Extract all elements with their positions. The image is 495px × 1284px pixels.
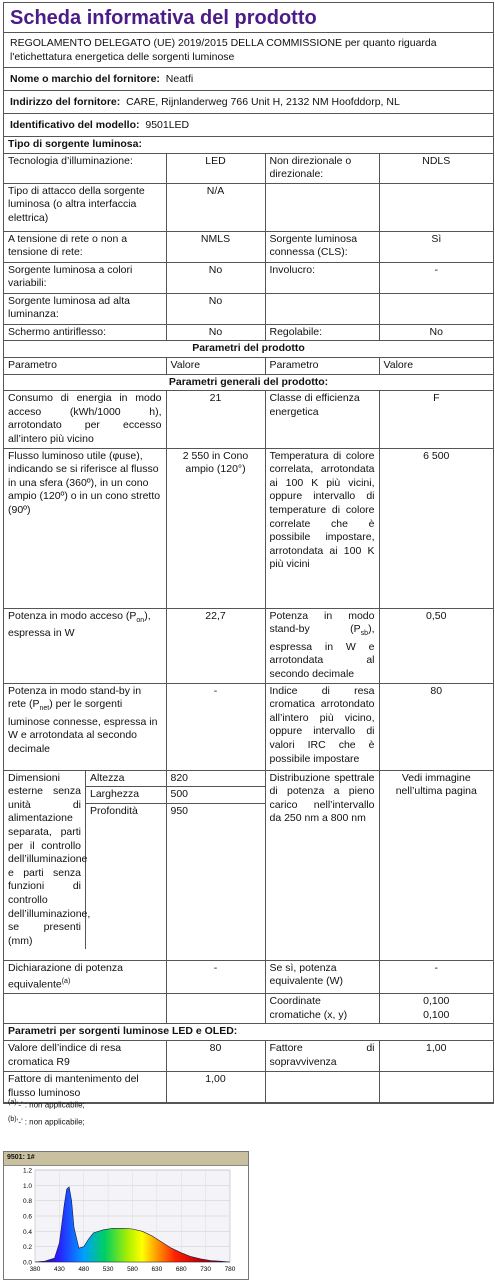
pnet-label-b: ) per le sorgenti luminose connesse, espressa in W e arrotondata al secondo decimale [8, 698, 158, 756]
glare-label: Schermo antiriflesso: [4, 324, 166, 341]
pnet-label-a: Potenza in modo stand-by in rete (P [8, 684, 142, 711]
params-heading: Parametri del prodotto [4, 341, 493, 358]
mains-value: NMLS [166, 231, 265, 262]
envelope-value: - [379, 262, 493, 293]
cri-label: Indice di resa cromatica arrotondato all’intero più vicino, oppure intervallo di valori IRC che è possibile impostare [265, 683, 379, 770]
width-value: 500 [167, 787, 265, 804]
depth-label: Profondità [90, 804, 138, 817]
empty-cell [379, 183, 493, 231]
maintenance-label: Fattore di mantenimento del flusso luminoso [4, 1072, 166, 1103]
y-tick-label: 0.2 [22, 1244, 32, 1252]
empty-cell [379, 293, 493, 324]
x-tick-label: 380 [29, 1266, 41, 1273]
y-tick-label: 0.6 [22, 1213, 32, 1221]
empty-cell [379, 1072, 493, 1103]
psb-label [265, 608, 379, 683]
chroma-value [379, 994, 493, 1024]
maintenance-value: 1,00 [166, 1072, 265, 1103]
regulation-text: REGOLAMENTO DELEGATO (UE) 2019/2015 DELLA COMMISSIONE per quanto riguarda l'etichettatura energetica delle sorgenti luminose [4, 33, 493, 68]
pon-value: 22,7 [166, 608, 265, 683]
dims-label: Dimensioni esterne senza unità di alimentazione separata, parti per il controllo dell’illuminazione e parti senza funzioni di controllo dell’illuminazione, se presenti (mm) [4, 771, 86, 950]
x-tick-label: 680 [175, 1266, 187, 1273]
nondir-label: Non direzionale o direzionale: [265, 153, 379, 183]
footnote-a [8, 1096, 85, 1113]
x-tick-label: 530 [102, 1266, 114, 1273]
model-row [4, 114, 493, 137]
supplier-value: Neatfi [165, 73, 194, 85]
x-tick-label: 780 [224, 1266, 236, 1273]
model-label: Identificativo del modello: [10, 119, 140, 131]
dimmable-label: Regolabile: [265, 324, 379, 341]
pon-label [4, 608, 166, 683]
height-label: Altezza [86, 771, 166, 788]
spectrum-plot [4, 1166, 248, 1279]
pnet-sub: net [39, 705, 50, 713]
y-tick-label: 0.0 [22, 1259, 32, 1267]
supplier-row [4, 68, 493, 91]
x-tick-label: 430 [53, 1266, 65, 1273]
spec-table [4, 137, 493, 1103]
psb-value: 0,50 [379, 608, 493, 683]
consumption-label: Consumo di energia in modo acceso (kWh/1000 h), arrotondato per eccesso all’intero più vicino [4, 391, 166, 448]
address-label: Indirizzo del fornitore: [10, 96, 121, 108]
psb-sub: sb [360, 630, 369, 638]
footnotes [8, 1096, 85, 1129]
survival-label: Fattore di sopravvivenza [265, 1041, 379, 1072]
y-tick-label: 1.2 [22, 1167, 32, 1175]
high-luminance-label: Sorgente luminosa ad alta luminanza: [4, 293, 166, 324]
footnote-a-text: ‘-’ : non applicabile; [16, 1100, 85, 1110]
psb-label-b: ), espressa in W e arrotondata al secondo decimale [269, 623, 375, 680]
empty-cell [265, 293, 379, 324]
depth-value: 950 [170, 804, 189, 817]
y-tick-label: 0.4 [22, 1228, 32, 1236]
consumption-value: 21 [166, 391, 265, 448]
model-value: 9501LED [145, 119, 190, 131]
x-ticks [30, 1266, 236, 1273]
col-param-header: Parametro [265, 357, 379, 374]
chart-title: 9501: 1# [4, 1152, 248, 1166]
survival-value: 1,00 [379, 1041, 493, 1072]
glare-value: No [166, 324, 265, 341]
chroma-x: 0,100 [423, 995, 450, 1008]
r9-value: 80 [166, 1041, 265, 1072]
tech-value: LED [166, 153, 265, 183]
footnote-b-text: ‘-’ : non applicabile; [16, 1117, 85, 1127]
equiv-footnote-mark: (a) [61, 978, 71, 986]
led-heading: Parametri per sorgenti luminose LED e OLED: [4, 1024, 493, 1041]
chroma-label: Coordinate cromatiche (x, y) [265, 994, 379, 1024]
high-luminance-value: No [166, 293, 265, 324]
source-type-heading: Tipo di sorgente luminosa: [4, 137, 493, 153]
psb-label-a: Potenza in modo stand-by (P [269, 609, 375, 636]
equiv-label-text: Dichiarazione di potenza equivalente [8, 961, 123, 991]
footnote-b [8, 1113, 85, 1130]
pon-label-a: Potenza in modo acceso (P [8, 609, 137, 622]
cct-value: 6 500 [379, 448, 493, 608]
pon-sub: on [136, 616, 145, 624]
flux-label: Flusso luminoso utile (φuse), indicando se si riferisce al flusso in una sfera (360º), in un cono ampio (120º) o in un cono stretto (90º) [4, 448, 166, 608]
tech-label: Tecnologia d’illuminazione: [4, 153, 166, 183]
cri-value: 80 [379, 683, 493, 770]
x-tick-label: 730 [200, 1266, 212, 1273]
flux-value: 2 550 in Cono ampio (120°) [166, 448, 265, 608]
chroma-y: 0,100 [423, 1008, 450, 1021]
nondir-value: NDLS [379, 153, 493, 183]
spd-value: Vedi immagine nell’ultima pagina [379, 770, 493, 960]
x-tick-label: 630 [151, 1266, 163, 1273]
class-label: Classe di efficienza energetica [265, 391, 379, 448]
empty-cell [4, 994, 166, 1024]
equiv-value: - [166, 960, 265, 994]
equiv-w-value: - [379, 960, 493, 994]
address-row [4, 91, 493, 114]
footnote-b-mark: (b) [8, 1115, 17, 1123]
col-param-header: Parametro [4, 357, 166, 374]
y-ticks [23, 1168, 32, 1267]
y-tick-label: 0.8 [22, 1198, 32, 1206]
connected-value: Sì [379, 231, 493, 262]
spd-label: Distribuzione spettrale di potenza a pieno carico nell’intervallo da 250 nm a 800 nm [265, 770, 379, 960]
cct-label: Temperatura di colore correlata, arrotondata ai 100 K più vicini, oppure intervallo di temperature di colore correlate che è possibile impostare, arrotondata ai 100 K più vicini [265, 448, 379, 608]
cap-label: Tipo di attacco della sorgente luminosa (o altra interfaccia elettrica) [4, 183, 166, 231]
pon-label-b: ), espressa in W [8, 609, 151, 640]
footnote-a-mark: (a) [8, 1099, 17, 1106]
empty-cell [265, 1072, 379, 1103]
equiv-w-label: Se sì, potenza equivalente (W) [265, 960, 379, 994]
dimensions-values [166, 770, 265, 960]
colour-value: No [166, 262, 265, 293]
r9-label: Valore dell’indice di resa cromatica R9 [4, 1041, 166, 1072]
empty-cell [265, 183, 379, 231]
cap-value: N/A [166, 183, 265, 231]
x-tick-label: 580 [127, 1266, 138, 1273]
col-value-header: Valore [166, 357, 265, 374]
height-value: 820 [167, 771, 265, 788]
x-tick-label: 480 [78, 1266, 90, 1273]
connected-label: Sorgente luminosa connessa (CLS): [265, 231, 379, 262]
spectrum-chart [3, 1151, 249, 1280]
width-label: Larghezza [86, 787, 166, 804]
col-value-header: Valore [379, 357, 493, 374]
general-params-heading: Parametri generali del prodotto: [4, 374, 493, 391]
product-information-sheet [3, 2, 494, 1104]
class-value: F [379, 391, 493, 448]
envelope-label: Involucro: [265, 262, 379, 293]
empty-cell [166, 994, 265, 1024]
supplier-label: Nome o marchio del fornitore: [10, 73, 160, 85]
equiv-label [4, 960, 166, 994]
page-title: Scheda informativa del prodotto [4, 3, 493, 33]
mains-label: A tensione di rete o non a tensione di rete: [4, 231, 166, 262]
dimensions-cell [4, 770, 166, 960]
y-tick-label: 1.0 [22, 1182, 32, 1190]
pnet-label [4, 683, 166, 770]
pnet-value: - [166, 683, 265, 770]
address-value: CARE, Rijnlanderweg 766 Unit H, 2132 NM Hoofddorp, NL [126, 96, 400, 108]
dimmable-value: No [379, 324, 493, 341]
colour-label: Sorgente luminosa a colori variabili: [4, 262, 166, 293]
